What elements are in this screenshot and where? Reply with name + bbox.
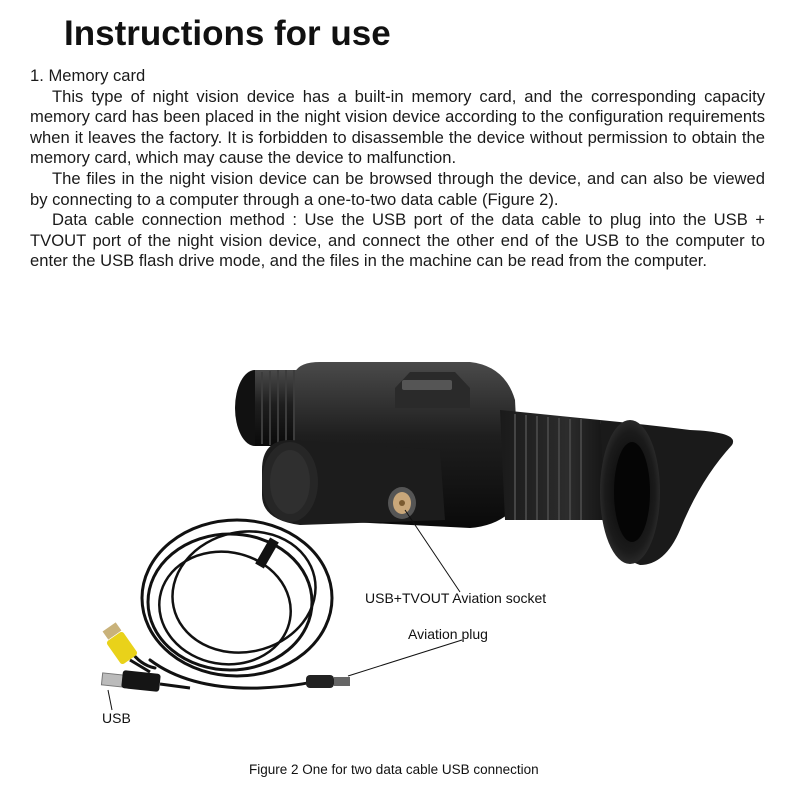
usb-label: USB bbox=[102, 710, 131, 726]
eyepiece-barrel bbox=[500, 410, 612, 520]
eyecup bbox=[600, 420, 733, 565]
usb-tvout-socket bbox=[388, 487, 416, 519]
paragraph-cable-method: Data cable connection method : Use the USB port of the data cable to plug into the USB + TVOUT port of the night vision device, and connect the other end of the USB to the computer to enter the USB flash drive mode, and the files in the machine can be read from the computer. bbox=[30, 210, 765, 271]
night-vision-device bbox=[235, 362, 733, 565]
page-title: Instructions for use bbox=[64, 14, 391, 53]
aviation-plug bbox=[306, 675, 350, 688]
device-illustration bbox=[0, 350, 800, 770]
memory-card-section bbox=[30, 66, 765, 272]
socket-label: USB+TVOUT Aviation socket bbox=[365, 590, 547, 606]
figure-caption: Figure 2 One for two data cable USB connection bbox=[249, 762, 539, 777]
paragraph-memory-card: This type of night vision device has a built-in memory card, and the corresponding capacity memory card has been placed in the night vision device according to the configuration requirements when it leaves the factory. It is forbidden to disassemble the device without permission to obtain the memory card, which may cause the device to malfunction. bbox=[30, 86, 765, 168]
section-heading: 1. Memory card bbox=[30, 66, 146, 85]
paragraph-file-browsing: The files in the night vision device can be browsed through the device, and can also be viewed by connecting to a computer through a one-to-two data cable (Figure 2). bbox=[30, 168, 765, 209]
objective-lens bbox=[235, 370, 300, 446]
usb-plug bbox=[101, 670, 190, 692]
battery-compartment bbox=[262, 440, 445, 525]
data-cable bbox=[130, 518, 332, 688]
aviation-plug-label: Aviation plug bbox=[408, 626, 488, 642]
